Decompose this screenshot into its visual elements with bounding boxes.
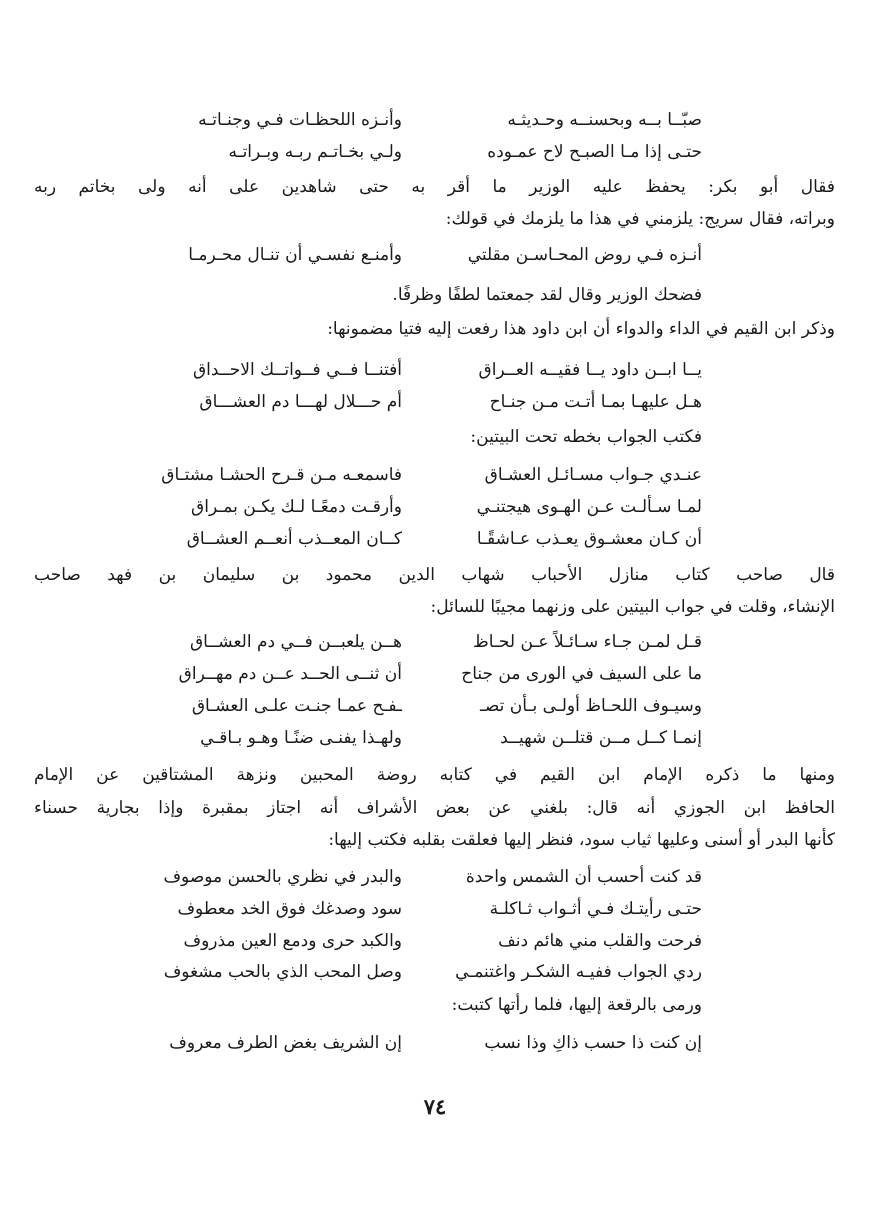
verse-line <box>0 723 870 753</box>
prose-line: فقال أبو بكر: يحفظ عليه الوزير ما أقر به حتى شاهدين على أنه ولى بخاتم ربه <box>34 177 835 197</box>
verse-line <box>0 1028 870 1058</box>
prose-line: وبراته، فقال سريج: يلزمني في هذا ما يلزمك في قولك: <box>445 209 835 229</box>
verse-second-hemistich: وأمنـع نفسـي أن تنـال محـرمـا <box>188 245 402 265</box>
verse-line <box>0 355 870 385</box>
verse-line <box>0 460 870 490</box>
verse-second-hemistich: أم حـــلال لهـــا دم العشـــاق <box>199 392 402 412</box>
verse-second-hemistich: أفتنــا فــي فــواتــك الاحــداق <box>192 360 402 380</box>
verse-first-hemistich: أنـزه فـي روض المحـاسـن مقلتي <box>467 245 702 265</box>
verse-line <box>0 524 870 554</box>
verse-second-hemistich: ولهـذا يفنـى ضنًـا وهـو بـاقـي <box>200 728 402 748</box>
prose-line: قال صاحب كتاب منازل الأحباب شهاب الدين محمود بن سليمان بن فهد صاحب <box>34 565 835 585</box>
page-number: ٧٤ <box>423 1094 447 1119</box>
verse-second-hemistich: أن ثنــى الحــد عــن دم مهــراق <box>178 664 402 684</box>
verse-line <box>0 627 870 657</box>
prose-line: فكتب الجواب بخطه تحت البيتين: <box>470 427 702 447</box>
verse-first-hemistich: ما على السيف في الورى من جناح <box>461 664 702 684</box>
verse-first-hemistich: أن كـان معشـوق يعـذب عـاشقًـا <box>476 529 702 549</box>
verse-first-hemistich: وسيـوف اللحـاظ أولـى بـأن تصـ <box>479 696 702 716</box>
verse-line <box>0 492 870 522</box>
verse-first-hemistich: ردي الجواب ففيـه الشكـر واغتنمـي <box>455 962 702 982</box>
verse-line <box>0 926 870 956</box>
verse-second-hemistich: إن الشريف بغض الطرف معروف <box>169 1033 402 1053</box>
verse-first-hemistich: لمـا سـألـت عـن الهـوى هيجتنـي <box>476 497 702 517</box>
verse-second-hemistich: وصل المحب الذي بالحب مشغوف <box>163 962 402 982</box>
verse-first-hemistich: حتـى رأيتـك فـي أثـواب ثـاكلـة <box>489 899 702 919</box>
verse-second-hemistich: والكبد حرى ودمع العين مذروف <box>183 931 402 951</box>
verse-first-hemistich: قـل لمـن جـاء سـائـلاً عـن لحـاظ <box>473 632 702 652</box>
verse-line <box>0 862 870 892</box>
prose-line: الإنشاء، وقلت في جواب البيتين على وزنهما مجيبًا للسائل: <box>430 597 835 617</box>
verse-line <box>0 659 870 689</box>
prose-line: الحافظ ابن الجوزي أنه قال: بلغني عن بعض الأشراف أنه اجتاز بمقبرة وإذا بجارية حسناء <box>34 798 835 818</box>
verse-line <box>0 957 870 987</box>
verse-first-hemistich: فرحت والقلب مني هائم دنف <box>498 931 702 951</box>
prose-line: فضحك الوزير وقال لقد جمعتما لطفًا وظرفًا. <box>392 285 702 305</box>
verse-second-hemistich: كــان المعــذب أنعــم العشــاق <box>186 529 402 549</box>
verse-second-hemistich: هــن يلعبــن فــي دم العشــاق <box>189 632 402 652</box>
verse-second-hemistich: فاسمعـه مـن قـرح الحشـا مشتـاق <box>161 465 402 485</box>
verse-second-hemistich: وأنـزه اللحظـات فـي وجنـاتـه <box>198 110 402 130</box>
verse-first-hemistich: هـل عليهـا بمـا أتـت مـن جنـاح <box>489 392 702 412</box>
verse-line <box>0 240 870 270</box>
verse-line <box>0 105 870 135</box>
verse-first-hemistich: حتـى إذا مـا الصبـح لاح عمـوده <box>487 142 702 162</box>
verse-first-hemistich: يــا ابــن داود يــا فقيــه العــراق <box>478 360 702 380</box>
prose-line: وذكر ابن القيم في الداء والدواء أن ابن داود هذا رفعت إليه فتيا مضمونها: <box>327 319 835 339</box>
verse-first-hemistich: إنمـا كــل مــن قتلــن شهيــد <box>500 728 702 748</box>
prose-line: ومنها ما ذكره الإمام ابن القيم في كتابه روضة المحبين ونزهة المشتاقين عن الإمام <box>34 765 835 785</box>
verse-second-hemistich: ولـي بخـاتـم ربـه وبـراتـه <box>228 142 402 162</box>
verse-line <box>0 691 870 721</box>
prose-line: كأنها البدر أو أسنى وعليها ثياب سود، فنظر إليها فعلقت بقلبه فكتب إليها: <box>328 830 835 850</box>
verse-first-hemistich: إن كنت ذا حسب ذاكِ وذا نسب <box>484 1033 702 1053</box>
verse-first-hemistich: صبّــا بــه وبحسنــه وحـديثـه <box>507 110 702 130</box>
verse-second-hemistich: سود وصدغك فوق الخد معطوف <box>177 899 402 919</box>
verse-second-hemistich: ـفـح عمـا جنـت علـى العشـاق <box>191 696 402 716</box>
verse-second-hemistich: والبدر في نظري بالحسن موصوف <box>163 867 402 887</box>
prose-line: ورمى بالرقعة إليها، فلما رأتها كتبت: <box>451 995 702 1015</box>
verse-second-hemistich: وأرقـت دمعًـا لـك يكـن بمـراق <box>191 497 402 517</box>
verse-first-hemistich: قد كنت أحسب أن الشمس واحدة <box>465 867 702 887</box>
verse-line <box>0 894 870 924</box>
verse-line <box>0 387 870 417</box>
verse-line <box>0 137 870 167</box>
verse-first-hemistich: عنـدي جـواب مسـائـل العشـاق <box>484 465 702 485</box>
